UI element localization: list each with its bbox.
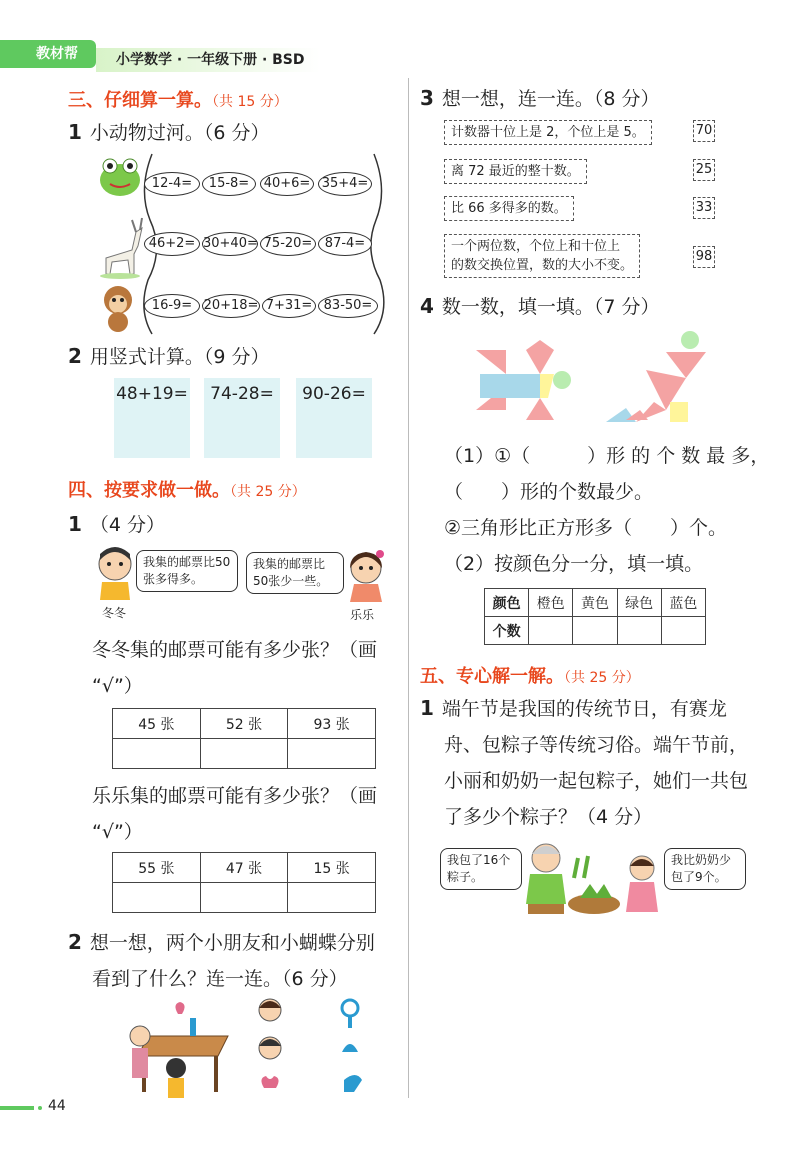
- bubble-lele: 我集的邮票比50张少一些。: [246, 552, 344, 594]
- footer-bar: [0, 1106, 34, 1110]
- q3-left-2: 离 72 最近的整十数。: [444, 159, 587, 184]
- section5-title: 五、专心解一解。（共 25 分）: [420, 666, 640, 687]
- q3-right-2: 25: [693, 159, 715, 181]
- figure-tangram-icon: [606, 330, 716, 430]
- pill-r2-2: 30+40=: [202, 232, 258, 256]
- section3-title: 三、仔细算一算。（共 15 分）: [68, 90, 288, 111]
- name-dongdong: 冬冬: [102, 606, 127, 620]
- pill-r2-1: 46+2=: [144, 232, 200, 256]
- dongdong-icon: [94, 544, 136, 600]
- ct-a1[interactable]: [529, 617, 573, 645]
- bubble-grandma: 我包了16个粽子。: [440, 848, 522, 890]
- calc-box-1: 48+19=: [114, 378, 190, 458]
- table-dongdong: [112, 708, 376, 769]
- t1-a1[interactable]: [113, 739, 201, 769]
- ct-a4[interactable]: [661, 617, 705, 645]
- s4-q1: 1 （4 分）: [68, 512, 166, 536]
- t2-a3[interactable]: [288, 883, 376, 913]
- zongzi-basket-icon: [568, 856, 620, 914]
- ct-a2[interactable]: [573, 617, 617, 645]
- table-scene: [130, 1002, 228, 1098]
- r-q5: 1 端午节是我国的传统节日，有赛龙 舟、包粽子等传统习俗。端午节前， 小丽和奶奶一起包粽子，她们一共包 了多少个粽子？（4 分）: [420, 696, 749, 828]
- t2-c1: 55 张: [113, 853, 201, 883]
- t1-c1: 45 张: [113, 709, 201, 739]
- table-lele: [112, 852, 376, 913]
- bubble-xiaoli: 我比奶奶少包了9个。: [664, 848, 746, 890]
- q3-right-1: 70: [693, 120, 715, 142]
- color-table: [484, 588, 706, 645]
- header-subtitle: 小学数学 · 一年级下册 · BSD: [96, 48, 320, 72]
- s3-q1: 1 小动物过河。（6 分）: [68, 120, 270, 144]
- faces-column: [259, 999, 281, 1088]
- pill-r1-4: 35+4=: [318, 172, 372, 196]
- section4-title: 四、按要求做一做。（共 25 分）: [68, 480, 306, 501]
- q3-left-4: 一个两位数，个位上和十位上 的数交换位置，数的大小不变。: [444, 234, 640, 278]
- lamps-column: [342, 1000, 362, 1092]
- monkey-icon: [104, 286, 132, 332]
- pill-r1-2: 15-8=: [202, 172, 256, 196]
- ct-h4: 蓝色: [661, 589, 705, 617]
- s4-q2: 2 想一想，两个小朋友和小蝴蝶分别 看到了什么？连一连。（6 分）: [68, 930, 375, 990]
- goat-icon: [100, 218, 142, 279]
- bubble-dongdong: 我集的邮票比50张多得多。: [136, 550, 238, 592]
- frog-icon: [100, 159, 140, 196]
- calc-box-3: 90-26=: [296, 378, 372, 458]
- footer-dot: [38, 1106, 42, 1110]
- pill-r2-3: 75-20=: [260, 232, 316, 256]
- name-lele: 乐乐: [350, 608, 375, 622]
- ask1: 冬冬集的邮票可能有多少张？（画 “√”）: [92, 639, 378, 697]
- t1-a2[interactable]: [200, 739, 288, 769]
- t2-a1[interactable]: [113, 883, 201, 913]
- ct-rowlabel: 个数: [485, 617, 529, 645]
- r-q3: 3 想一想，连一连。（8 分）: [420, 86, 660, 110]
- xiaoli-icon: [626, 856, 658, 912]
- pill-r3-1: 16-9=: [144, 294, 200, 318]
- q3-left-1: 计数器十位上是 2，个位上是 5。: [444, 120, 652, 145]
- pill-r2-4: 87-4=: [318, 232, 372, 256]
- t2-a2[interactable]: [200, 883, 288, 913]
- r-q4: 4 数一数，填一填。（7 分）: [420, 294, 660, 318]
- header-tab: 教材帮: [0, 40, 96, 68]
- zongzi-scene: [524, 838, 664, 918]
- q3-left-3: 比 66 多得多的数。: [444, 196, 574, 221]
- q4-lines: （1）①（ ）形 的 个 数 最 多， （ ）形的个数最少。 ②三角形比正方形多（ ）个。 （2）按颜色分一分，填一填。: [444, 445, 770, 575]
- ct-h0: 颜色: [485, 589, 529, 617]
- ct-h2: 黄色: [573, 589, 617, 617]
- ct-a3[interactable]: [617, 617, 661, 645]
- pill-r1-3: 40+6=: [260, 172, 314, 196]
- s3-q2: 2 用竖式计算。（9 分）: [68, 344, 270, 368]
- lele-icon: [344, 546, 388, 602]
- grandma-icon: [526, 844, 566, 914]
- pill-r3-3: 7+31=: [262, 294, 316, 318]
- calc-box-2: 74-28=: [204, 378, 280, 458]
- fish-tangram-icon: [476, 340, 576, 430]
- q3-right-3: 33: [693, 197, 715, 219]
- t1-a3[interactable]: [288, 739, 376, 769]
- t1-c3: 93 张: [288, 709, 376, 739]
- t1-c2: 52 张: [200, 709, 288, 739]
- pill-r3-2: 20+18=: [202, 294, 260, 318]
- pill-r3-4: 83-50=: [318, 294, 378, 318]
- ct-h1: 橙色: [529, 589, 573, 617]
- t2-c2: 47 张: [200, 853, 288, 883]
- ct-h3: 绿色: [617, 589, 661, 617]
- column-divider: [408, 78, 409, 1098]
- pill-r1-1: 12-4=: [144, 172, 200, 196]
- page-number: 44: [48, 1098, 66, 1114]
- t2-c3: 15 张: [288, 853, 376, 883]
- ask2: 乐乐集的邮票可能有多少张？（画 “√”）: [92, 785, 378, 843]
- observation-scene: [118, 996, 388, 1100]
- q3-right-4: 98: [693, 246, 715, 268]
